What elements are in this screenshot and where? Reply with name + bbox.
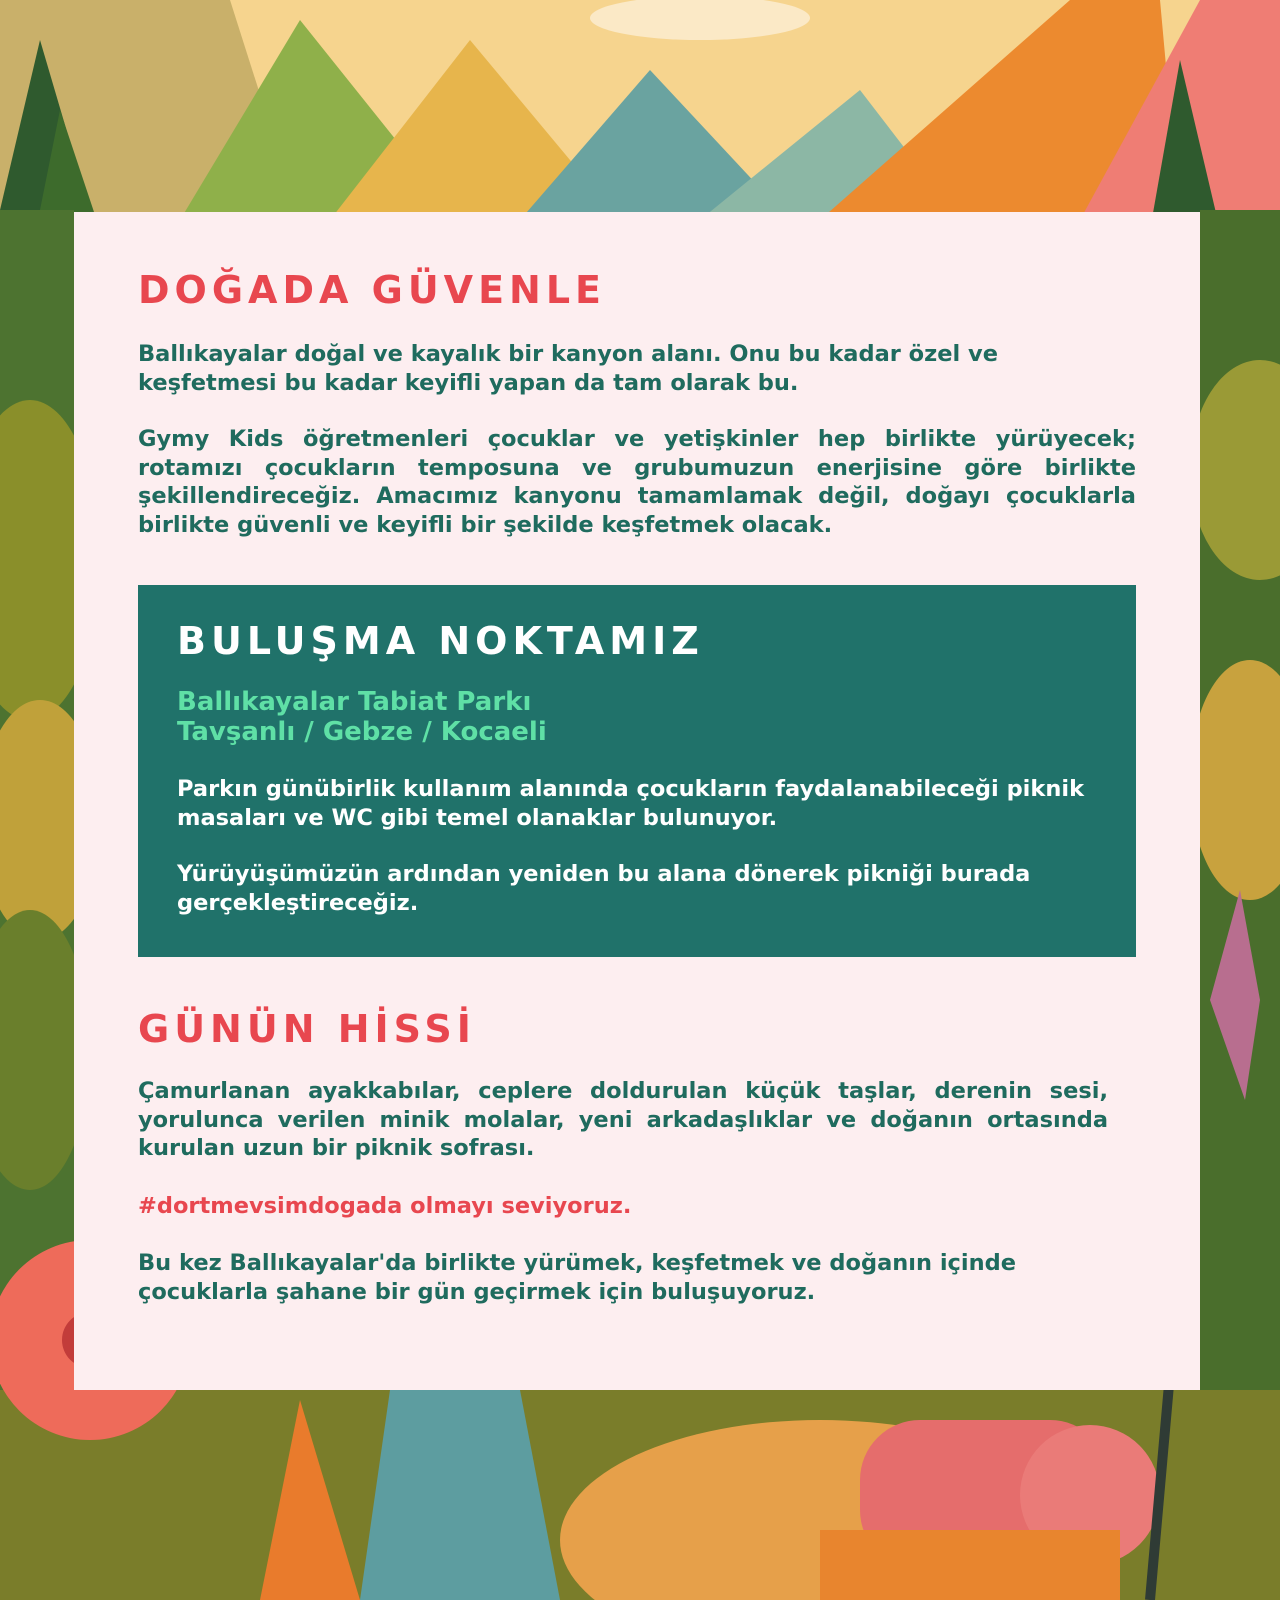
feeling-paragraph: Çamurlanan ayakkabılar, ceplere doldurulan küçük taşlar, derenin sesi, yorulunca verilen minik molalar, yeni arkadaşlıklar ve doğanın ortasında kurulan uzun bir piknik sofrası.	[138, 1078, 1108, 1161]
content-card	[74, 212, 1200, 1390]
feeling-heading: GÜNÜN HİSSİ	[138, 1007, 476, 1051]
closing-paragraph: Bu kez Ballıkayalar'da birlikte yürümek, keşfetmek ve doğanın içinde çocuklarla şahane bir gün geçirmek için buluşuyoruz.	[138, 1250, 1016, 1305]
safety-paragraph-1: Ballıkayalar doğal ve kayalık bir kanyon alanı. Onu bu kadar özel ve keşfetmesi bu kadar keyifli yapan da tam olarak bu.	[138, 341, 998, 396]
hashtag-text: #dortmevsimdogada olmayı seviyoruz.	[138, 1192, 632, 1219]
safety-paragraph-2: Gymy Kids öğretmenleri çocuklar ve yetişkinler hep birlikte yürüyecek; rotamızı çocukların temposuna ve grubumuzun enerjisine göre birlikte şekillendireceğiz. Amacımız kanyonu tamamlamak değil, doğayı çocuklarla birlikte güvenli ve keyifli bir şekilde keşfetmek olacak.	[138, 426, 1136, 538]
meeting-paragraph-2: Yürüyüşümüzün ardından yeniden bu alana dönerek pikniği burada gerçekleştireceğiz.	[177, 861, 1031, 916]
location-line-2: Tavşanlı / Gebze / Kocaeli	[177, 717, 547, 747]
backpack	[820, 1530, 1120, 1600]
location-line-1: Ballıkayalar Tabiat Parkı	[177, 687, 532, 717]
safety-heading: DOĞADA GÜVENLE	[138, 268, 607, 312]
meeting-location	[177, 687, 1098, 747]
meeting-paragraph-1: Parkın günübirlik kullanım alanında çocukların faydalanabileceği piknik masaları ve WC gibi temel olanaklar bulunuyor.	[177, 776, 1085, 831]
meeting-point-heading: BULUŞMA NOKTAMIZ	[177, 619, 704, 663]
meeting-point-box	[138, 585, 1136, 957]
